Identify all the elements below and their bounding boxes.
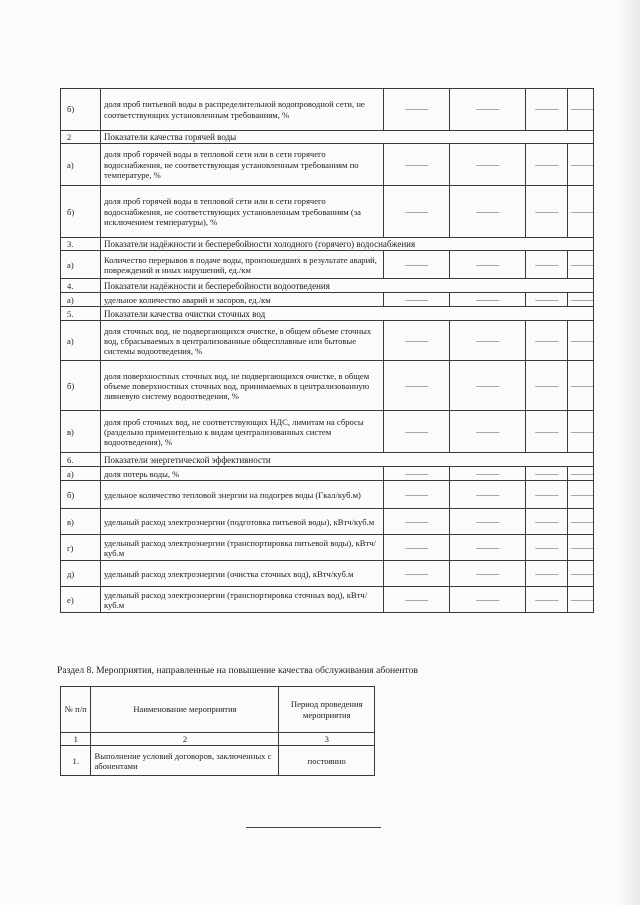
value-cell: ——— xyxy=(526,144,568,186)
index-2: 2 xyxy=(91,733,279,746)
value-cell: ——— xyxy=(526,411,568,453)
value-cell: ——— xyxy=(384,251,450,279)
value-cell: ——— xyxy=(384,186,450,238)
indicator-name: доля проб горячей воды в тепловой сети или в сети горячего водоснабжения, не соответствующая установленным требованиям по температуре, % xyxy=(101,144,384,186)
indicator-row xyxy=(61,144,594,186)
indicator-name: удельный расход электроэнергии (транспортировка сточных вод), кВтч/куб.м xyxy=(101,587,384,613)
value-cell: ——— xyxy=(384,293,450,307)
section8-heading: Раздел 8. Мероприятия, направленные на повышение качества обслуживания абонентов xyxy=(57,665,418,676)
value-cell: ——— xyxy=(526,321,568,361)
value-cell: ——— xyxy=(568,587,594,613)
value-cell: ——— xyxy=(526,481,568,509)
value-cell: ——— xyxy=(450,587,526,613)
row-number: а) xyxy=(61,321,101,361)
index-3: 3 xyxy=(279,733,375,746)
row-number: а) xyxy=(61,144,101,186)
value-cell: ——— xyxy=(526,293,568,307)
section-title: Показатели энергетической эффективности xyxy=(101,453,594,467)
value-cell: ——— xyxy=(384,535,450,561)
value-cell: ——— xyxy=(384,509,450,535)
value-cell: ——— xyxy=(384,481,450,509)
value-cell: ——— xyxy=(450,251,526,279)
value-cell: ——— xyxy=(526,361,568,411)
value-cell: ——— xyxy=(384,587,450,613)
indicator-row xyxy=(61,481,594,509)
row-number: 6. xyxy=(61,453,101,467)
row-number: б) xyxy=(61,89,101,131)
value-cell: ——— xyxy=(568,293,594,307)
value-cell: ——— xyxy=(526,186,568,238)
value-cell: ——— xyxy=(384,561,450,587)
indicator-row xyxy=(61,293,594,307)
value-cell: ——— xyxy=(568,467,594,481)
indicator-name: доля проб питьевой воды в распределительной водопроводной сети, не соответствующих установленным требованиям, % xyxy=(101,89,384,131)
indicators-table xyxy=(60,88,594,613)
indicator-row xyxy=(61,587,594,613)
value-cell: ——— xyxy=(568,509,594,535)
section-title: Показатели надёжности и бесперебойности водоотведения xyxy=(101,279,594,293)
measures-row xyxy=(61,746,375,776)
scan-edge-shadow xyxy=(618,0,640,905)
section-row xyxy=(61,131,594,144)
row-number: 5. xyxy=(61,307,101,321)
value-cell: ——— xyxy=(568,535,594,561)
value-cell: ——— xyxy=(450,321,526,361)
row-number: б) xyxy=(61,481,101,509)
value-cell: ——— xyxy=(450,361,526,411)
indicator-name: удельный расход электроэнергии (транспортировка питьевой воды), кВтч/куб.м xyxy=(101,535,384,561)
indicator-row xyxy=(61,251,594,279)
row-number: 3. xyxy=(61,238,101,251)
value-cell: ——— xyxy=(568,186,594,238)
row-number: б) xyxy=(61,361,101,411)
value-cell: ——— xyxy=(526,467,568,481)
value-cell: ——— xyxy=(384,411,450,453)
indicator-name: удельное количество тепловой энергии на подогрев воды (Гкал/куб.м) xyxy=(101,481,384,509)
col-period-header: Период проведения мероприятия xyxy=(279,687,375,733)
row-number: е) xyxy=(61,587,101,613)
value-cell: ——— xyxy=(568,321,594,361)
row-number: а) xyxy=(61,251,101,279)
indicator-name: удельное количество аварий и засоров, ед./км xyxy=(101,293,384,307)
value-cell: ——— xyxy=(526,561,568,587)
indicator-row xyxy=(61,89,594,131)
value-cell: ——— xyxy=(568,481,594,509)
value-cell: ——— xyxy=(568,251,594,279)
indicator-row xyxy=(61,186,594,238)
value-cell: ——— xyxy=(450,89,526,131)
section-row xyxy=(61,307,594,321)
value-cell: ——— xyxy=(568,361,594,411)
index-1: 1 xyxy=(61,733,91,746)
indicator-name: Количество перерывов в подаче воды, произошедших в результате аварий, повреждений и иных нарушений, ед./км xyxy=(101,251,384,279)
row-number: 4. xyxy=(61,279,101,293)
row-number: в) xyxy=(61,509,101,535)
row-number: б) xyxy=(61,186,101,238)
indicator-name: доля поверхностных сточных вод, не подвергающихся очистке, в общем объеме поверхностных сточных вод, принимаемых в централизованную ливневую систему водоотведения, % xyxy=(101,361,384,411)
indicator-name: доля проб сточных вод, не соответствующих НДС, лимитам на сбросы (раздельно применительно к видам централизованных систем водоотведения), % xyxy=(101,411,384,453)
value-cell: ——— xyxy=(526,509,568,535)
value-cell: ——— xyxy=(450,144,526,186)
indicator-row xyxy=(61,321,594,361)
row-number: в) xyxy=(61,411,101,453)
col-number-header: № п/п xyxy=(61,687,91,733)
measures-header-row xyxy=(61,687,375,733)
section-row xyxy=(61,453,594,467)
value-cell: ——— xyxy=(526,251,568,279)
value-cell: ——— xyxy=(384,321,450,361)
section-row xyxy=(61,279,594,293)
value-cell: ——— xyxy=(450,411,526,453)
value-cell: ——— xyxy=(568,411,594,453)
value-cell: ——— xyxy=(384,144,450,186)
value-cell: ——— xyxy=(450,535,526,561)
value-cell: ——— xyxy=(384,89,450,131)
measure-number: 1. xyxy=(61,746,91,776)
value-cell: ——— xyxy=(450,561,526,587)
indicator-name: удельный расход электроэнергии (подготовка питьевой воды), кВтч/куб.м xyxy=(101,509,384,535)
section-title: Показатели надёжности и бесперебойности холодного (горячего) водоснабжения xyxy=(101,238,594,251)
indicator-row xyxy=(61,467,594,481)
row-number: д) xyxy=(61,561,101,587)
section-title: Показатели качества очистки сточных вод xyxy=(101,307,594,321)
indicator-name: удельный расход электроэнергии (очистка сточных вод), кВтч/куб.м xyxy=(101,561,384,587)
col-name-header: Наименование мероприятия xyxy=(91,687,279,733)
indicator-name: доля потерь воды, % xyxy=(101,467,384,481)
value-cell: ——— xyxy=(450,481,526,509)
value-cell: ——— xyxy=(526,587,568,613)
section-title: Показатели качества горячей воды xyxy=(101,131,594,144)
value-cell: ——— xyxy=(450,509,526,535)
indicator-name: доля сточных вод, не подвергающихся очистке, в общем объеме сточных вод, сбрасываемых в централизованные общесплавные или бытовые системы водоотведения, % xyxy=(101,321,384,361)
value-cell: ——— xyxy=(450,293,526,307)
section-row xyxy=(61,238,594,251)
value-cell: ——— xyxy=(384,361,450,411)
value-cell: ——— xyxy=(568,89,594,131)
row-number: 2 xyxy=(61,131,101,144)
indicator-row xyxy=(61,561,594,587)
indicator-name: доля проб горячей воды в тепловой сети или в сети горячего водоснабжения, не соответствующих установленным требованиям (за исключением температуры), % xyxy=(101,186,384,238)
row-number: а) xyxy=(61,293,101,307)
value-cell: ——— xyxy=(384,467,450,481)
value-cell: ——— xyxy=(450,186,526,238)
value-cell: ——— xyxy=(526,535,568,561)
measure-name: Выполнение условий договоров, заключенных с абонентами xyxy=(91,746,279,776)
measure-period: постоянно xyxy=(279,746,375,776)
value-cell: ——— xyxy=(526,89,568,131)
row-number: г) xyxy=(61,535,101,561)
indicator-row xyxy=(61,361,594,411)
indicator-row xyxy=(61,411,594,453)
indicator-row xyxy=(61,535,594,561)
value-cell: ——— xyxy=(568,144,594,186)
value-cell: ——— xyxy=(450,467,526,481)
indicator-row xyxy=(61,509,594,535)
signature-line xyxy=(246,827,381,828)
value-cell: ——— xyxy=(568,561,594,587)
measures-table xyxy=(60,686,375,776)
measures-index-row xyxy=(61,733,375,746)
row-number: а) xyxy=(61,467,101,481)
